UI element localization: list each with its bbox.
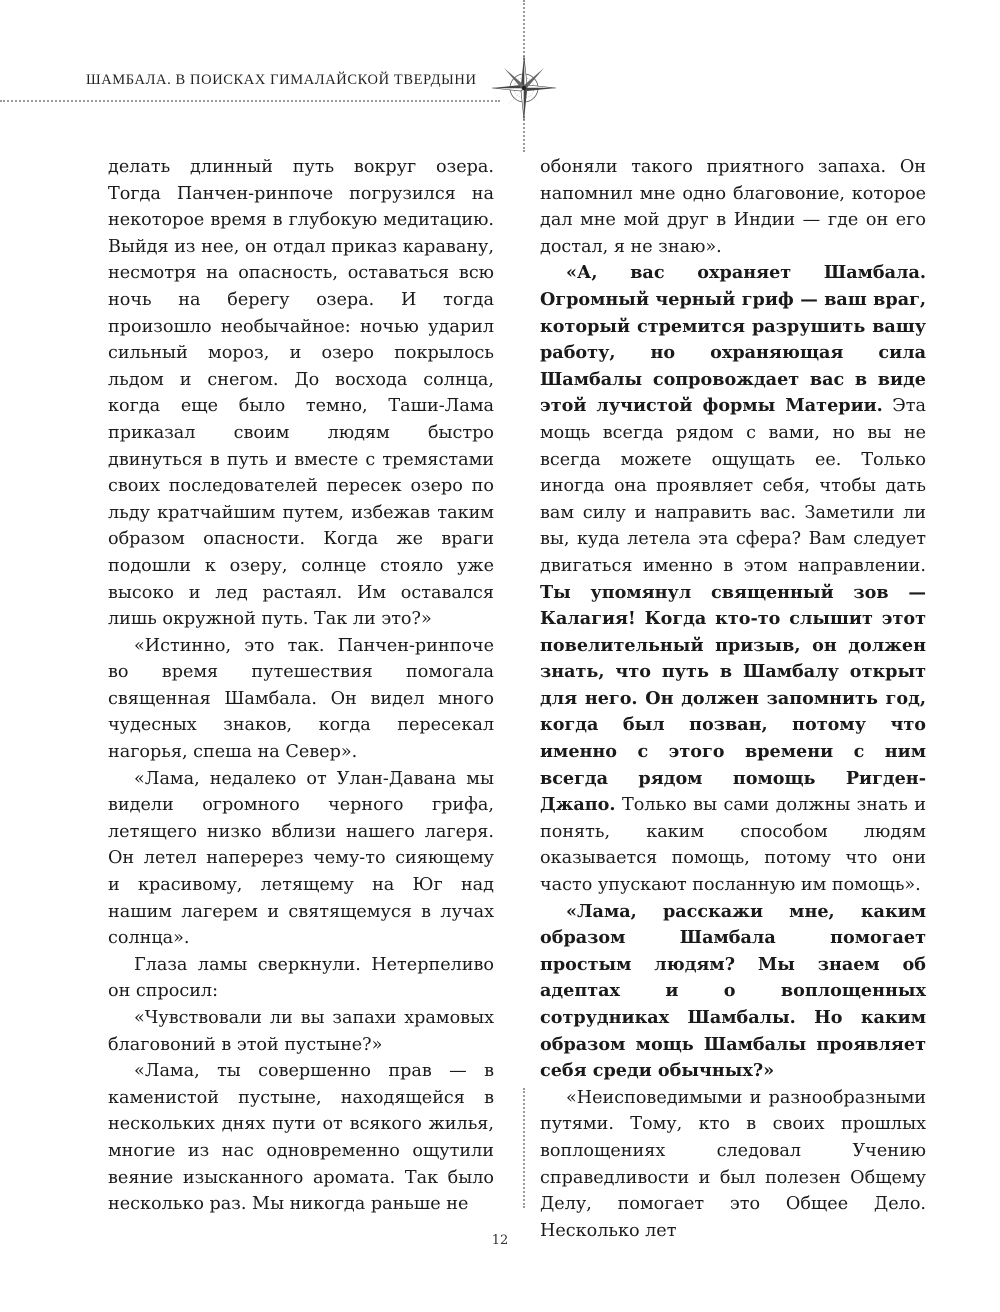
paragraph: «Чувствовали ли вы запахи храмовых благовоний в этой пустыне?»	[108, 1008, 494, 1055]
bold-text: «Лама, расскажи мне, каким образом Шамбала помогает простым людям? Мы знаем об адептах и о воплощенных сотрудниках Шамбалы. Но каким образом мощь Шамбалы проявляет себя среди обычных?»	[540, 900, 926, 1082]
right-column	[540, 154, 926, 1244]
left-column	[108, 154, 494, 1218]
regular-text: Эта мощь всегда рядом с вами, но вы не всегда можете ощущать ее. Только иногда она проявляет себя, чтобы дать вам силу и направить вас. Заметили ли вы, куда летела эта сфера? Вам следует двигаться именно в этом направлении.	[540, 396, 926, 576]
compass-rose-icon	[488, 52, 560, 124]
vertical-divider-top	[523, 0, 525, 60]
running-head: ШАМБАЛА. В ПОИСКАХ ГИМАЛАЙСКОЙ ТВЕРДЫНИ	[86, 72, 477, 88]
header-rule	[0, 100, 500, 102]
paragraph: «Неисповедимыми и разнообразными путями. Тому, кто в своих прошлых воплощениях следовал Учению справедливости и был полезен Общему Делу, помогает это Общее Дело. Несколько лет	[540, 1087, 926, 1241]
paragraph	[540, 899, 926, 1085]
vertical-divider-bottom	[523, 1088, 525, 1208]
page-number: 12	[491, 1233, 509, 1248]
bold-text: Ты упомянул священный зов — Калагия! Когда кто-то слышит этот повелительный призыв, он должен знать, что путь в Шамбалу открыт для него. Он должен запомнить год, когда был позван, потому что именно с этого времени с ним всегда рядом помощь Ригден-Джапо.	[540, 581, 926, 816]
paragraph: «Лама, ты совершенно прав — в каменистой пустыне, находящейся в нескольких днях пути от всякого жилья, многие из нас одновременно ощутили веяние изысканного аромата. Так было несколько раз. Мы никогда раньше не	[108, 1061, 494, 1215]
paragraph	[540, 260, 926, 898]
paragraph: «Истинно, это так. Панчен-ринпоче во время путешествия помогала священная Шамбала. Он видел много чудесных знаков, когда пересекал нагорья, спеша на Север».	[108, 635, 494, 763]
paragraph: обоняли такого приятного запаха. Он напомнил мне одно благовоние, которое дал мне мой друг в Индии — где он его достал, я не знаю».	[540, 157, 926, 257]
paragraph: Глаза ламы сверкнули. Нетерпеливо он спросил:	[108, 954, 494, 1002]
bold-text: «А, вас охраняет Шамбала. Огромный черный гриф — ваш враг, который стремится разрушить вашу работу, но охраняющая сила Шамбалы сопровождает вас в виде этой лучистой формы Материи.	[540, 262, 926, 417]
paragraph: делать длинный путь вокруг озера. Тогда Панчен-ринпоче погрузился на некоторое время в глубокую медитацию. Выйдя из нее, он отдал приказ каравану, несмотря на опасность, оставаться всю ночь на берегу озера. И тогда произошло необычайное: ночью ударил сильный мороз, и озеро покрылось льдом и снегом. До восхода солнца, когда еще было темно, Таши-Лама приказал своим людям быстро двинуться в путь и вместе с тремястами своих последователей пересек озеро по льду кратчайшим путем, избежав таким образом опасности. Когда же враги подошли к озеру, солнце стояло уже высоко и лед растаял. Им оставался лишь окружной путь. Так ли это?»	[108, 157, 494, 630]
paragraph: «Лама, недалеко от Улан-Давана мы видели огромного черного грифа, летящего низко вблизи нашего лагеря. Он летел наперерез чему-то сияющему и красивому, летящему на Юг над нашим лагерем и святящемуся в лучах солнца».	[108, 768, 494, 949]
regular-text: Только вы сами должны знать и понять, каким способом людям оказывается помощь, потому что они часто упускают посланную им помощь».	[540, 795, 926, 896]
